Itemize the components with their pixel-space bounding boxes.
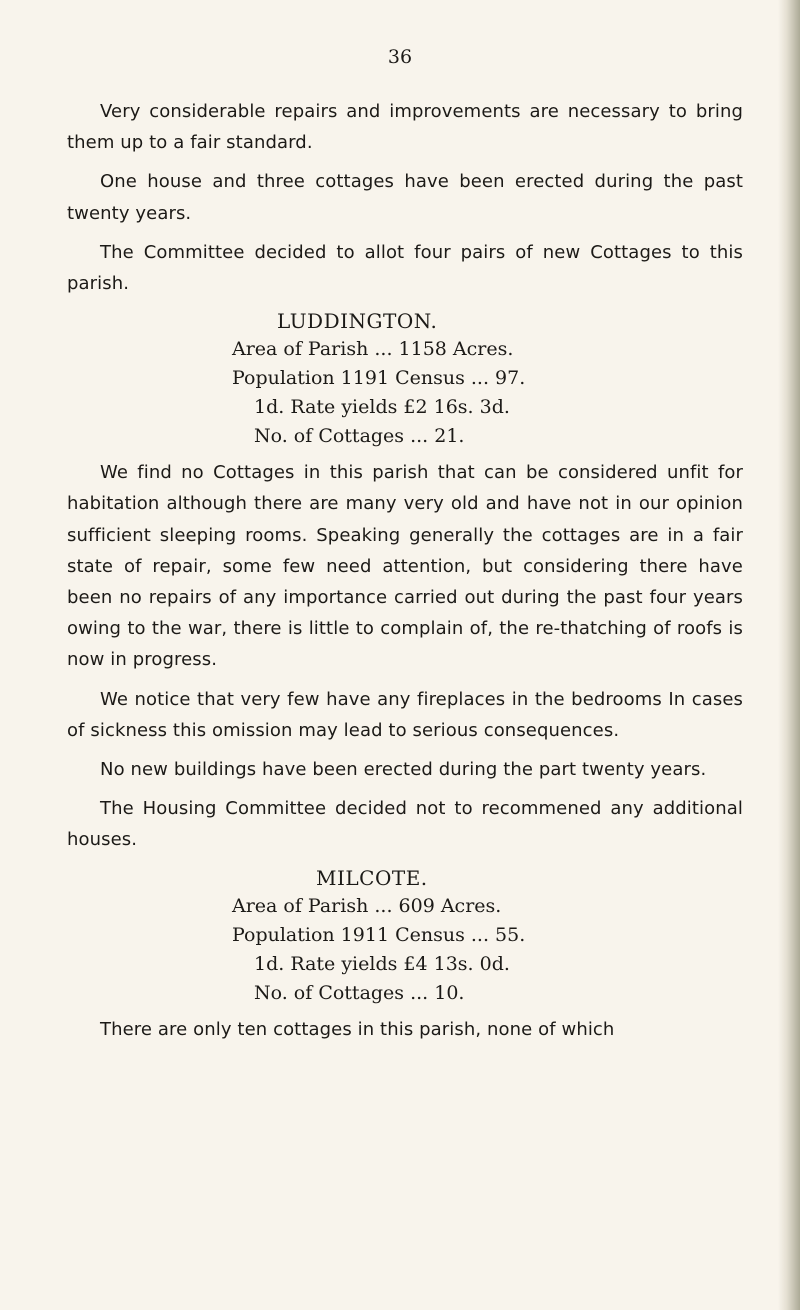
milcote-stats — [67, 892, 743, 1008]
luddington-paragraph-housing-committee: The Housing Committee decided not to recommened any additional houses. — [67, 798, 743, 851]
page-edge-shadow — [778, 0, 800, 1310]
paragraph-repairs: Very considerable repairs and improvements are necessary to bring them up to a fair standard. — [67, 101, 743, 154]
document-body — [67, 96, 743, 1053]
luddington-stats — [67, 335, 743, 451]
milcote-paragraph-cottages: There are only ten cottages in this parish, none of which — [100, 1018, 615, 1040]
milcote-area: Area of Parish ... 609 Acres. — [232, 894, 502, 917]
milcote-cottages: No. of Cottages ... 10. — [254, 981, 465, 1004]
luddington-area: Area of Parish ... 1158 Acres. — [232, 338, 514, 361]
luddington-paragraph-condition: We find no Cottages in this parish that can be considered unfit for habitation although there are many very old and have not in our opinion sufficient sleeping rooms. Speaking generally the cottages are in a fair state of repair, some few need attention, but considering there have been no repairs of any importance carried out during the past four years owing to the war, there is little to complain of, the re-thatching of roofs is now in progress. — [67, 462, 743, 671]
milcote-section — [67, 864, 743, 1045]
luddington-section — [67, 307, 743, 855]
luddington-population: Population 1191 Census ... 97. — [232, 367, 526, 390]
luddington-paragraph-new-buildings: No new buildings have been erected during the part twenty years. — [100, 759, 707, 781]
page-number: 36 — [387, 46, 413, 68]
milcote-rate: 1d. Rate yields £4 13s. 0d. — [254, 952, 510, 975]
paragraph-committee: The Committee decided to allot four pairs of new Cottages to this parish. — [67, 241, 743, 295]
paragraph-erected: One house and three cottages have been erected during the past twenty years. — [67, 171, 743, 224]
luddington-rate: 1d. Rate yields £2 16s. 3d. — [254, 396, 510, 419]
milcote-heading: MILCOTE. — [316, 865, 428, 890]
luddington-heading: LUDDINGTON. — [277, 309, 438, 334]
luddington-paragraph-fireplaces: We notice that very few have any fireplaces in the bedrooms In cases of sickness this omission may lead to serious consequences. — [67, 688, 743, 741]
luddington-cottages: No. of Cottages ... 21. — [254, 425, 465, 448]
milcote-population: Population 1911 Census ... 55. — [232, 923, 526, 946]
